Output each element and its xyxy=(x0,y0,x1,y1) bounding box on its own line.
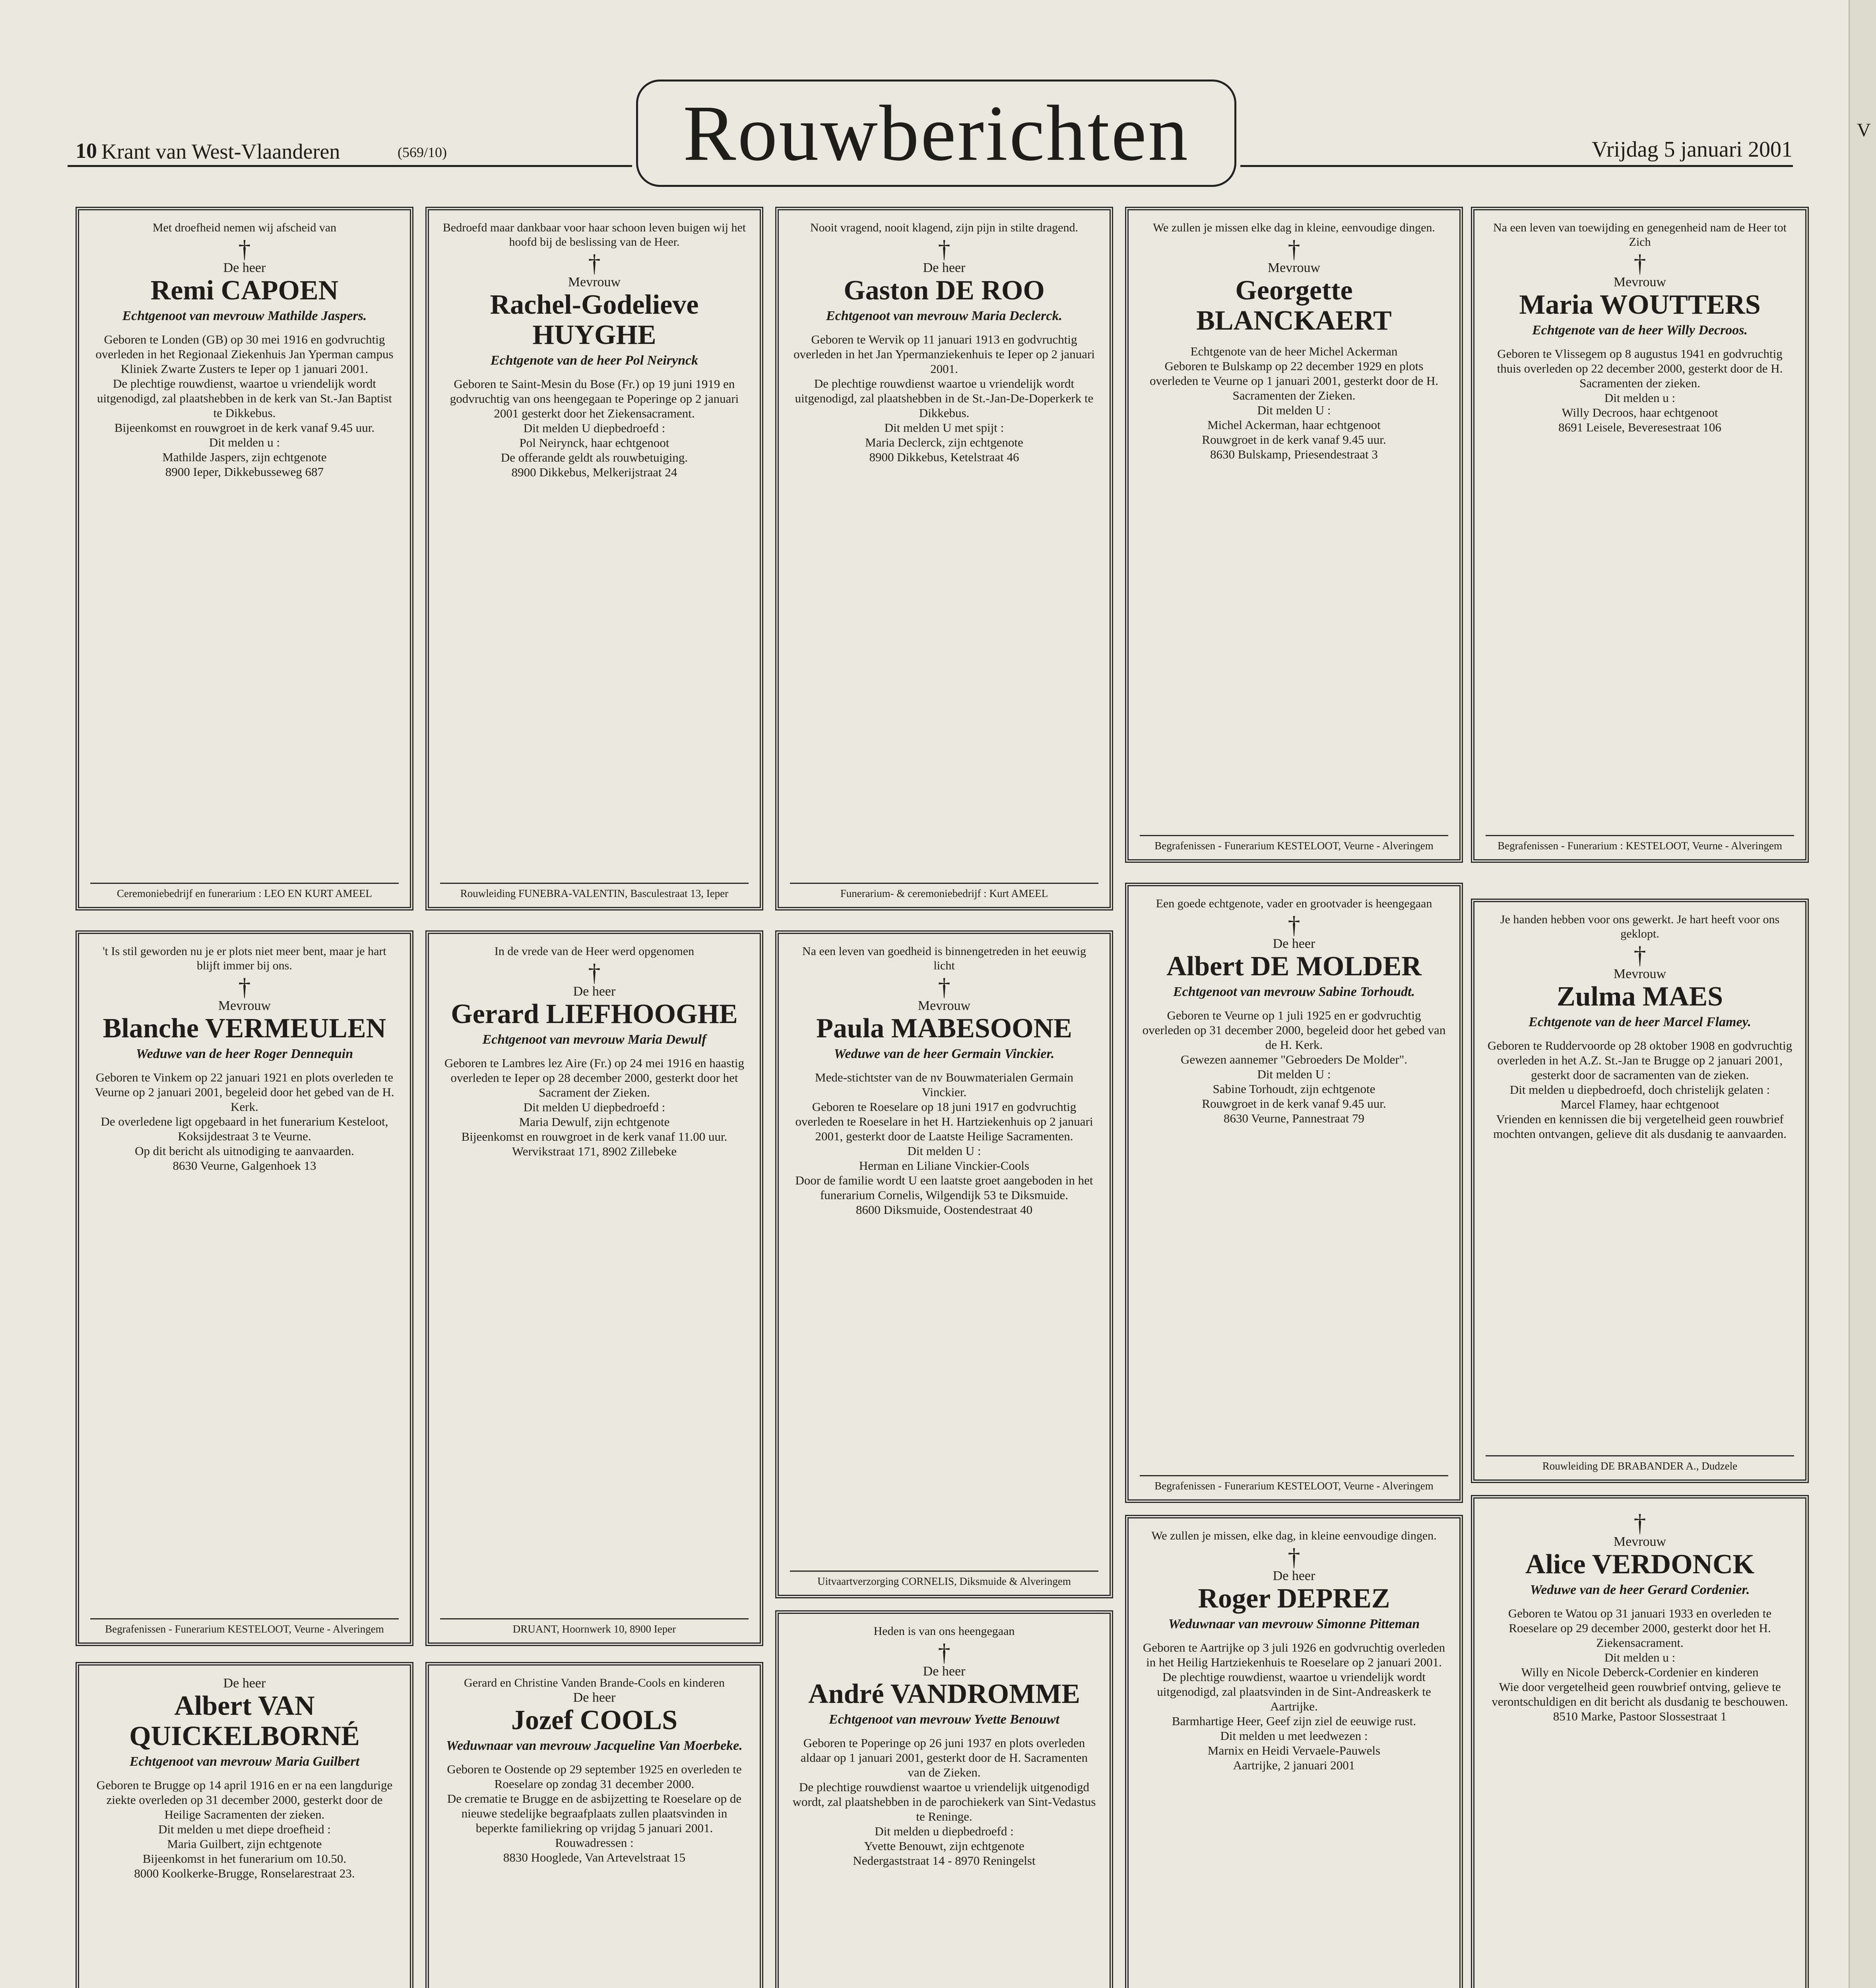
notice-body: Geboren te Wervik op 11 januari 1913 en godvruchtig overleden in het Jan Ypermanziekenhuis te Ieper op 2 januari 2001. De plechtige rouwdienst waartoe u vriendelijk wordt uitgenodigd, zal plaatshebben in de St.-Jan-De-Doperkerk te Dikkebus. Dit melden U met spijt : Maria Declerck, zijn echtgenote 8900 Dikkebus, Ketelstraat 46 xyxy=(793,332,1095,464)
notice-intro: Met droefheid nemen wij afscheid van xyxy=(152,221,337,234)
deceased-name: Jozef COOLS xyxy=(511,1705,678,1736)
deceased-name: Georgette BLANCKAERT xyxy=(1196,275,1392,336)
notice-honorific: Mevrouw xyxy=(1613,1534,1666,1549)
cross-icon: † xyxy=(238,974,251,1001)
notice-intro: Gerard en Christine Vanden Brande-Cools en kinderen xyxy=(464,1676,725,1689)
notice-body: Geboren te Aartrijke op 3 juli 1926 en godvruchtig overleden in het Heilig Hartziekenhuis te Roeselare op 2 januari 2001. De plechtige rouwdienst, waartoe u vriendelijk wordt uitgenodigd, zal plaatsvinden in de Sint-Andreaskerk te Aartrijke. Barmhartige Heer, Geef zijn ziel de eeuwige rust. Dit melden u met leedwezen : Marnix en Heidi Vervaele-Pauwels Aartrijke, 2 januari 2001 xyxy=(1143,1640,1445,1772)
deceased-name: Roger DEPREZ xyxy=(1198,1583,1390,1614)
undertaker: Rouwleiding FUNEBRA-VALENTIN, Basculestraat 13, Ieper xyxy=(440,883,749,900)
notice-2 xyxy=(775,207,1113,911)
cross-icon: † xyxy=(238,236,251,263)
notice-11 xyxy=(425,1662,763,1988)
undertaker: Rouwleiding DE BRABANDER A., Dudzele xyxy=(1486,1455,1794,1472)
notice-12 xyxy=(775,1610,1113,1988)
notice-3 xyxy=(1125,207,1463,863)
notice-body: Geboren te Vlissegem op 8 augustus 1941 en godvruchtig thuis overleden op 22 december 2000, gesterkt door de H. Sacramenten der zieken. Dit melden u : Willy Decroos, haar echtgenoot 8691 Leisele, Beveresestraat 106 xyxy=(1497,347,1783,434)
notice-intro: Na een leven van goedheid is binnengetreden in het eeuwig licht xyxy=(802,945,1086,972)
deceased-name: Albert DE MOLDER xyxy=(1166,951,1422,982)
notice-5 xyxy=(76,930,413,1646)
notice-body: Geboren te Lambres lez Aire (Fr.) op 24 mei 1916 en haastig overleden te Ieper op 28 december 2000, gesterkt door het Sacrament der Zieken. Dit melden U diepbedroefd : Maria Dewulf, zijn echtgenote Bijeenkomst en rouwgroet in de kerk vanaf 11.00 uur. Wervikstraat 171, 8902 Zillebeke xyxy=(444,1056,745,1158)
notice-honorific: De heer xyxy=(923,1664,966,1679)
undertaker: Begrafenissen - Funerarium : KESTELOOT, Veurne - Alveringem xyxy=(1486,835,1794,852)
notice-9 xyxy=(1471,899,1809,1483)
deceased-name: Maria WOUTTERS xyxy=(1519,289,1761,320)
notice-body: Geboren te Brugge op 14 april 1916 en er na een langdurige ziekte overleden op 31 december 2000, gesterkt door de Heilige Sacramenten der zieken. Dit melden u met diepe droefheid : Maria Guilbert, zijn echtgenote Bijeenkomst in het funerarium om 10.50. 8000 Koolkerke-Brugge, Ronselarestraat 23. xyxy=(96,1778,393,1880)
notice-body: Geboren te Ruddervoorde op 28 oktober 1908 en godvruchtig overleden in het A.Z. St.-Jan te Brugge op 2 januari 2001, gesterkt door de sacramenten van de zieken. Dit melden u diepbedroefd, doch christelijk gelaten : Marcel Flamey, haar echtgenoot Vrienden en kennissen die bij vergetelheid geen rouwbrief mochten ontvangen, gelieve dit als dusdanig te aanvaarden. xyxy=(1487,1039,1793,1141)
notice-0 xyxy=(76,207,413,911)
notice-subtitle: Echtgenote van de heer Marcel Flamey. xyxy=(1529,1015,1751,1029)
cross-icon: † xyxy=(1633,1510,1646,1537)
masthead xyxy=(0,0,1876,199)
notice-7 xyxy=(775,930,1113,1598)
page-number: 10 xyxy=(76,139,97,163)
notice-intro: Nooit vragend, nooit klagend, zijn pijn in stilte dragend. xyxy=(810,221,1079,234)
notice-honorific: De heer xyxy=(923,260,966,275)
deceased-name: Paula MABESOONE xyxy=(816,1013,1072,1044)
cross-icon: † xyxy=(1288,236,1300,263)
notice-intro: We zullen je missen elke dag in kleine, eenvoudige dingen. xyxy=(1153,221,1435,234)
notice-honorific: Mevrouw xyxy=(1613,967,1666,981)
deceased-name: Gerard LIEFHOOGHE xyxy=(451,999,738,1029)
notice-14 xyxy=(1471,1495,1809,1988)
cross-icon: † xyxy=(1288,1544,1300,1571)
next-page-letter: V xyxy=(1857,120,1871,141)
notice-honorific: De heer xyxy=(223,1676,266,1691)
notice-subtitle: Weduwe van de heer Roger Dennequin xyxy=(136,1046,353,1061)
section-title-box xyxy=(636,80,1236,187)
cross-icon: † xyxy=(588,250,601,277)
notice-honorific: De heer xyxy=(223,260,266,275)
deceased-name: Rachel-Godelieve HUYGHE xyxy=(490,289,699,350)
notice-honorific: Mevrouw xyxy=(568,275,621,289)
notice-body: Geboren te Watou op 31 januari 1933 en overleden te Roeselare op 29 december 2000, gesterkt door het H. Ziekensacrament. Dit melden u : Willy en Nicole Deberck-Cordenier en kinderen Wie door vergetelheid geen rouwbrief ontving, gelieve te verontschuldigen en dit bericht als dusdanig te beschouwen. 8510 Marke, Pastoor Slossestraat 1 xyxy=(1492,1606,1788,1723)
notice-subtitle: Weduwe van de heer Germain Vinckier. xyxy=(834,1046,1055,1061)
undertaker: Uitvaartverzorging CORNELIS, Diksmuide & Alveringem xyxy=(790,1571,1098,1588)
notice-honorific: De heer xyxy=(573,1690,616,1705)
masthead-rule-right xyxy=(1240,165,1793,167)
cross-icon: † xyxy=(938,974,951,1001)
notice-body: Geboren te Londen (GB) op 30 mei 1916 en godvruchtig overleden in het Regionaal Ziekenhuis Jan Yperman campus Kliniek Zwarte Zusters te Ieper op 1 januari 2001. De plechtige rouwdienst, waartoe u vriendelijk wordt uitgenodigd, zal plaatshebben in de kerk van St.-Jan Baptist te Dikkebus. Bijeenkomst en rouwgroet in de kerk vanaf 9.45 uur. Dit melden u : Mathilde Jaspers, zijn echtgenote 8900 Ieper, Dikkebusseweg 687 xyxy=(95,332,394,479)
notice-body: Echtgenote van de heer Michel Ackerman Geboren te Bulskamp op 22 december 1929 en plots overleden te Veurne op 1 januari 2001, gesterkt door de H. Sacramenten der Zieken. Dit melden U : Michel Ackerman, haar echtgenoot Rouwgroet in de kerk vanaf 9.45 uur. 8630 Bulskamp, Priesendestraat 3 xyxy=(1150,344,1438,461)
notice-subtitle: Weduwe van de heer Gerard Cordenier. xyxy=(1530,1582,1750,1597)
issue-date: Vrijdag 5 januari 2001 xyxy=(1591,137,1793,162)
cross-icon: † xyxy=(938,236,951,263)
notice-subtitle: Echtgenoot van mevrouw Mathilde Jaspers. xyxy=(122,309,367,323)
undertaker: Begrafenissen - Funerarium KESTELOOT, Veurne - Alveringem xyxy=(90,1618,399,1635)
undertaker: DRUANT, Hoornwerk 10, 8900 Ieper xyxy=(440,1618,749,1635)
next-page-edge xyxy=(1849,0,1876,1988)
notice-honorific: De heer xyxy=(1273,936,1315,951)
notice-body: Geboren te Saint-Mesin du Bose (Fr.) op 19 juni 1919 en godvruchtig van ons heengegaan te Poperinge op 2 januari 2001 gesterkt door het Ziekensacrament. Dit melden U diepbedroefd : Pol Neirynck, haar echtgenoot De offerande geldt als rouwbetuiging. 8900 Dikkebus, Melkerijstraat 24 xyxy=(450,377,739,479)
issue-code: (569/10) xyxy=(398,144,447,160)
deceased-name: Gaston DE ROO xyxy=(844,275,1045,306)
undertaker: Funerarium- & ceremoniebedrijf : Kurt AMEEL xyxy=(790,883,1098,900)
notice-subtitle: Echtgenoot van mevrouw Maria Dewulf xyxy=(482,1032,706,1047)
deceased-name: Remi CAPOEN xyxy=(150,275,339,306)
notice-intro: We zullen je missen, elke dag, in kleine eenvoudige dingen. xyxy=(1151,1529,1437,1542)
newspaper-name: Krant van West-Vlaanderen xyxy=(101,140,340,163)
cross-icon: † xyxy=(938,1639,951,1666)
notice-intro: Je handen hebben voor ons gewerkt. Je hart heeft voor ons geklopt. xyxy=(1500,913,1780,940)
notice-intro: Bedroefd maar dankbaar voor haar schoon leven buigen wij het hoofd bij de beslissing van de Heer. xyxy=(442,221,746,248)
section-title: Rouwberichten xyxy=(683,89,1189,177)
notice-subtitle: Echtgenoot van mevrouw Maria Declerck. xyxy=(826,309,1063,323)
notice-subtitle: Echtgenoot van mevrouw Maria Guilbert xyxy=(129,1754,360,1769)
notice-10 xyxy=(76,1662,413,1988)
notice-subtitle: Echtgenote van de heer Pol Neirynck xyxy=(490,353,698,368)
notice-6 xyxy=(425,930,763,1646)
notice-honorific: Mevrouw xyxy=(1613,275,1666,289)
notice-honorific: Mevrouw xyxy=(918,998,971,1013)
notice-8 xyxy=(1125,883,1463,1503)
notice-13 xyxy=(1125,1515,1463,1988)
deceased-name: Albert VAN QUICKELBORNÉ xyxy=(129,1691,360,1751)
masthead-rule-left xyxy=(68,165,632,167)
undertaker: Begrafenissen - Funerarium KESTELOOT, Veurne - Alveringem xyxy=(1140,1475,1448,1492)
notice-honorific: De heer xyxy=(1273,1569,1315,1583)
cross-icon: † xyxy=(1633,250,1646,277)
cross-icon: † xyxy=(1288,912,1300,939)
notice-body: Geboren te Oostende op 29 september 1925 en overleden te Roeselare op zondag 31 december 2000. De crematie te Brugge en de asbijzetting te Roeselare op de nieuwe stedelijke begraafplaats zullen plaatsvinden in beperkte familiekring op vrijdag 5 januari 2001. Rouwadressen : 8830 Hooglede, Van Artevelstraat 15 xyxy=(447,1762,742,1864)
cross-icon: † xyxy=(588,959,601,986)
notice-intro: In de vrede van de Heer werd opgenomen xyxy=(494,945,695,958)
notice-subtitle: Echtgenoot van mevrouw Sabine Torhoudt. xyxy=(1173,984,1415,999)
notice-intro: Na een leven van toewijding en genegenheid nam de Heer tot Zich xyxy=(1493,221,1787,248)
notice-body: Geboren te Veurne op 1 juli 1925 en er godvruchtig overleden op 31 december 2000, begeleid door het gebed van de H. Kerk. Gewezen aannemer "Gebroeders De Molder". Dit melden U : Sabine Torhoudt, zijn echtgenote Rouwgroet in de kerk vanaf 9.45 uur. 8630 Veurne, Pannestraat 79 xyxy=(1142,1008,1446,1125)
notice-subtitle: Weduwnaar van mevrouw Jacqueline Van Moerbeke. xyxy=(446,1738,743,1753)
notice-4 xyxy=(1471,207,1809,863)
notice-honorific: Mevrouw xyxy=(1267,260,1321,275)
notice-honorific: Mevrouw xyxy=(218,998,271,1013)
notice-honorific: De heer xyxy=(573,984,616,999)
notice-body: Mede-stichtster van de nv Bouwmaterialen Germain Vinckier. Geboren te Roeselare op 18 juni 1917 en godvruchtig overleden te Roeselare in het H. Hartziekenhuis op 2 januari 2001, gesterkt door de Laatste Heilige Sacramenten. Dit melden U : Herman en Liliane Vinckier-Cools Door de familie wordt U een laatste groet aangeboden in het funerarium Cornelis, Wilgendijk 53 te Diksmuide. 8600 Diksmuide, Oostendestraat 40 xyxy=(795,1070,1093,1217)
undertaker: Ceremoniebedrijf en funerarium : LEO EN KURT AMEEL xyxy=(90,883,399,900)
notice-subtitle: Weduwnaar van mevrouw Simonne Pitteman xyxy=(1168,1617,1420,1631)
deceased-name: Blanche VERMEULEN xyxy=(103,1013,386,1044)
deceased-name: Zulma MAES xyxy=(1556,981,1723,1012)
notice-subtitle: Echtgenoot van mevrouw Yvette Benouwt xyxy=(829,1712,1059,1727)
notice-intro: Een goede echtgenote, vader en grootvader is heengegaan xyxy=(1156,897,1432,910)
notice-intro: 't Is stil geworden nu je er plots niet meer bent, maar je hart blijft immer bij ons. xyxy=(103,945,386,972)
deceased-name: Alice VERDONCK xyxy=(1525,1549,1755,1580)
undertaker: Begrafenissen - Funerarium KESTELOOT, Veurne - Alveringem xyxy=(1140,835,1448,852)
notice-intro: Heden is van ons heengegaan xyxy=(873,1625,1015,1638)
notice-body: Geboren te Vinkem op 22 januari 1921 en plots overleden te Veurne op 2 januari 2001, begeleid door het gebed van de H. Kerk. De overledene ligt opgebaard in het funerarium Kesteloot, Koksijdestraat 3 te Veurne. Op dit bericht als uitnodiging te aanvaarden. 8630 Veurne, Galgenhoek 13 xyxy=(95,1070,394,1173)
notice-1 xyxy=(425,207,763,911)
notice-subtitle: Echtgenote van de heer Willy Decroos. xyxy=(1532,323,1748,338)
notice-body: Geboren te Poperinge op 26 juni 1937 en plots overleden aldaar op 1 januari 2001, gesterkt door de H. Sacramenten van de Zieken. De plechtige rouwdienst waartoe u vriendelijk uitgenodigd wordt, zal plaatshebben in de parochiekerk van Sint-Vedastus te Reninge. Dit melden u diepbedroefd : Yvette Benouwt, zijn echtgenote Nedergaststraat 14 - 8970 Reningelst xyxy=(792,1736,1096,1868)
cross-icon: † xyxy=(1633,942,1646,969)
deceased-name: André VANDROMME xyxy=(808,1679,1080,1709)
